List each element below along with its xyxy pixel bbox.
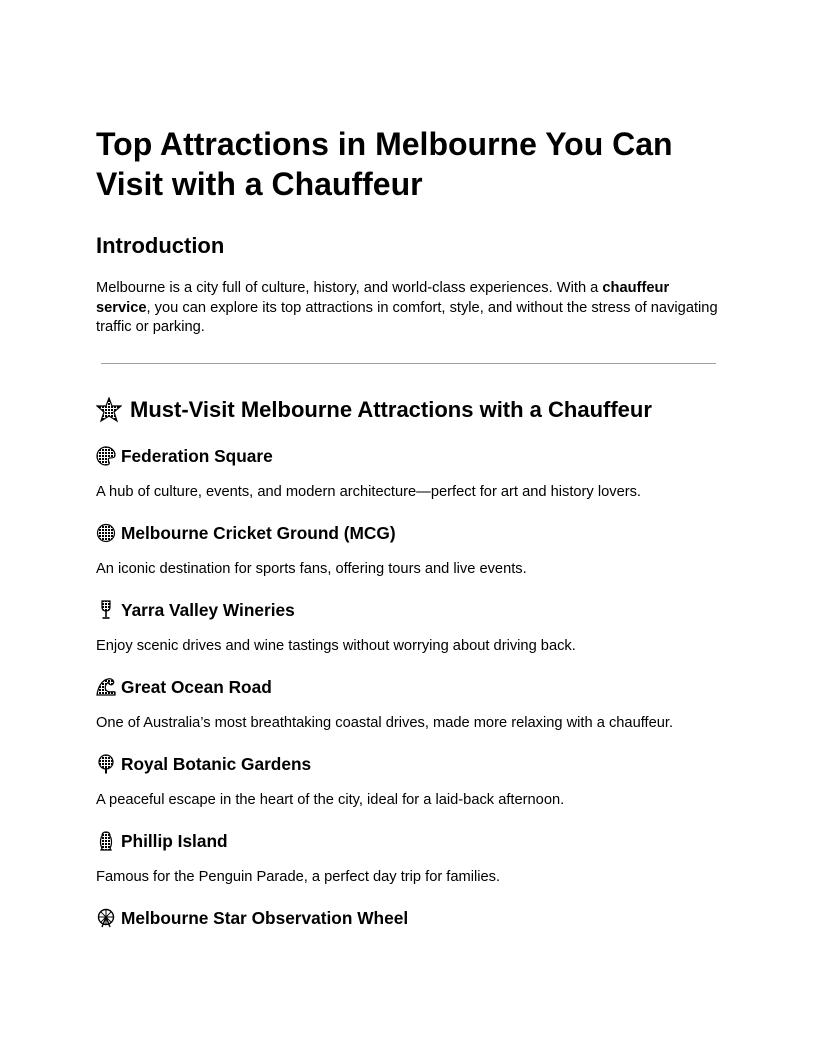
page-title: Top Attractions in Melbourne You Can Visit with a Chauffeur [96, 126, 673, 202]
attraction-title [96, 753, 720, 775]
intro-text-start: Melbourne is a city full of culture, history, and world-class experiences. With a [96, 280, 603, 296]
attraction-item [96, 830, 720, 885]
attraction-description: An iconic destination for sports fans, offering tours and live events. [96, 561, 527, 577]
attraction-title [96, 907, 720, 929]
attraction-description: A peaceful escape in the heart of the city, ideal for a laid-back afternoon. [96, 792, 565, 808]
palette-icon [96, 446, 116, 466]
ferris-wheel-icon [96, 908, 116, 928]
section-heading [96, 396, 652, 424]
attraction-name: Great Ocean Road [121, 677, 272, 697]
attraction-name: Melbourne Star Observation Wheel [121, 908, 409, 928]
attraction-title [96, 445, 720, 467]
wine-glass-icon [96, 600, 116, 620]
attraction-name: Yarra Valley Wineries [121, 600, 295, 620]
wave-icon [96, 677, 116, 697]
attraction-title [96, 676, 720, 698]
attraction-name: Royal Botanic Gardens [121, 754, 312, 774]
intro-heading: Introduction [96, 233, 225, 258]
attraction-description: Famous for the Penguin Parade, a perfect day trip for families. [96, 869, 501, 885]
attraction-name: Federation Square [121, 446, 273, 466]
attraction-item [96, 753, 720, 808]
attraction-item [96, 522, 720, 577]
attraction-description: One of Australia’s most breathtaking coastal drives, made more relaxing with a chauffeur. [96, 715, 674, 731]
intro-paragraph [96, 279, 720, 338]
attraction-name: Phillip Island [121, 831, 228, 851]
attraction-title [96, 830, 720, 852]
tree-icon [96, 754, 116, 774]
attraction-title [96, 599, 720, 621]
attraction-item [96, 599, 720, 654]
attraction-item [96, 907, 720, 929]
ball-icon [96, 523, 116, 543]
attraction-item [96, 445, 720, 500]
star-icon [96, 397, 122, 423]
attraction-name: Melbourne Cricket Ground (MCG) [121, 523, 396, 543]
attraction-title [96, 522, 720, 544]
attraction-description: Enjoy scenic drives and wine tastings without worrying about driving back. [96, 638, 576, 654]
attraction-description: A hub of culture, events, and modern architecture—perfect for art and history lovers. [96, 484, 641, 500]
section-heading-text: Must-Visit Melbourne Attractions with a Chauffeur [130, 397, 652, 422]
attraction-item [96, 676, 720, 731]
intro-bold-term: chauffeur service [96, 280, 670, 316]
penguin-icon [96, 831, 116, 851]
intro-text-end: , you can explore its top attractions in comfort, style, and without the stress of navigating traffic or parking. [96, 299, 718, 335]
horizontal-divider [101, 363, 716, 364]
